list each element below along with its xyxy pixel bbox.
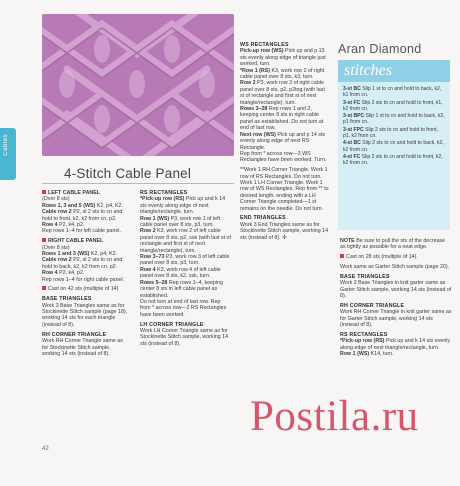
stitch-abbrev: 3-st BPC [343,113,365,120]
row-text: Rep from * across row—3 WS Rectangles have been worked. Turn. [240,150,327,164]
row-text: K3, work row 4 of left cable panel over 8 sts, k2, ssk, turn. [140,266,221,280]
section-text: Work 3 End Triangles same as for Stockinette Stitch sample, working 14 sts (instead of 8). ✣ [240,221,329,241]
side-tab [0,128,16,180]
rh-corner-heading: RH CORNER TRIANGLE [42,331,107,338]
note-text: Be sure to pull the sts of the decrease as tightly as possible for a neat edge. [340,238,446,251]
section-text: Work RH Corner Triangle same as for Stockinette Stitch sample, working 14 sts (instead of 8). [42,338,123,357]
text-column-4 [340,238,452,361]
left-cable-heading: LEFT CABLE PANEL [48,190,100,196]
row-text: Rep rows 1 and 2, keeping center 8 sts in right cable panel as established. Do not turn at end of last row. [240,106,324,132]
row-text: K3, work row 2 of right cable panel over 8 sts, k3, turn. [240,67,325,81]
row-text: P2, k4, p2. [57,222,85,229]
row-text: P2, k4, p2. [57,270,85,277]
row-text: Pick up and k 14 sts evenly along edge of next triangle/rectangle, turn. [340,338,451,351]
stitch-desc: Slip 2 sts to cn and hold to front, k2, k2 from cn. [343,153,443,167]
stitch-item [343,86,446,98]
row-text: K2, p4, K2. [89,251,118,258]
row-text: K3, work row 2 of left cable panel over 8 sts, p2, ssk (with last st of rectangle and first st of next triangle/rectangle), turn. [140,228,231,254]
stitches-box-title: stitches [344,62,392,79]
text-column-2 [140,190,232,351]
row-text: P3, work row 1 of left cable panel over 8 sts, p3, turn. [140,215,221,229]
section-text: Work RH Corner Triangle in knit garter same as for Garter Stitch sample, working 14 sts (instead of 8). [340,309,452,329]
row-label: Rows 3–28 [240,106,268,113]
pink-square-icon [42,286,46,290]
row-label: Row 2 [140,228,156,235]
stitch-item [343,140,446,152]
right-cable-sts: (Over 8 sts) [42,244,70,251]
stitch-desc: Slip 2 sts to cn and hold to front, k1, k2 from cn. [343,99,443,112]
section-text: Work 2 Base Triangles in knit garter same as Garter Stitch sample, working 14 sts (instead of 8). [340,280,452,300]
pink-square-icon [42,238,46,242]
row-text: Rep rows 1–4 for right cable panel. [42,276,125,283]
row-label: Rows 1 and 3 (WS) [42,251,90,258]
row-label: *Pick-up row (RS) [140,196,185,203]
row-label: Rows 5–28 [140,279,168,286]
row-text: P3, work row 3 of left cable panel over 8 sts, p3, turn. [140,254,230,267]
pink-square-icon [42,190,46,194]
stitches-box [338,60,450,230]
row-label: Next row (WS) [240,131,276,138]
row-text: Pick up and p 14 sts evenly along edge of next RS Rectangle. [240,131,326,151]
lh-corner-heading: LH CORNER TRIANGLE [140,321,204,328]
cast-on-text: Cast on 42 sts (multiple of 14) [48,286,119,293]
stitch-desc: Slip 1 st to cn and hold to back, k2, p1 from cn. [343,113,445,126]
stitch-abbrev: 3-st FC [343,99,361,106]
stitch-abbrev: 3-st BC [343,86,361,92]
row-label: Row 4 [42,222,58,229]
row-label: *Pick-up row (RS) [340,338,385,345]
row-label: Cable row 2 [42,209,72,216]
aran-diamond-title: Aran Diamond [338,42,422,56]
text-column-3 [240,42,330,244]
section-text: Work LH Corner Triangle same as for Stockinette Stitch sample, working 14 sts (instead of 8). [140,327,229,347]
section-text: **Work 1 RH Corner Triangle. Work 1 row of RS Rectangles. Do not turn. Work 1 LH Corner Triangle. Work 1 row of WS Rectangles. Rep from ** to desired length, ending with a LH Corner Triangle completed—1 st remains on the needle. Do not turn. [240,167,329,212]
left-cable-sts: (Over 8 sts) [42,196,70,203]
row-text: P3, work row 3 of right cable panel over 8 sts, p2, p2tog (with last st of rectangle and first st of next triangle/rectangle), turn. [240,80,325,106]
row-text: P2, sl 2 sts to cn and hold to front, k2, k2 from cn, p2. [42,209,123,222]
rh-corner-heading: RH CORNER TRIANGLE [340,302,405,309]
section-text: Work 3 Base Triangles same as for Stockinette Stitch sample (page 18), working 14 sts for each triangle (instead of 8). [42,302,128,328]
stitch-item [343,154,446,166]
row-label: Row 2 [240,80,256,87]
row-text: Rep rows 1–4, keeping center 8 sts in left cable panel as established. [140,279,224,299]
base-triangles-heading: BASE TRIANGLES [42,296,92,303]
page-title: 4-Stitch Cable Panel [64,166,192,181]
end-triangles-heading: END TRIANGLES [240,215,286,222]
rs-rectangles-heading: RS RECTANGLES [340,331,388,338]
row-text: K2, p4, K2. [95,202,123,209]
pink-square-icon [340,254,344,258]
row-label: Row 4 [140,266,156,273]
stitch-abbrev: 4-st BC [343,140,361,147]
base-triangles-heading: BASE TRIANGLES [340,273,390,280]
watermark-logo: Postila.ru [250,393,419,440]
stitch-desc: Slip 2 sts to cn and hold to back, k2, k2 from cn. [343,140,444,153]
stitch-abbrev: 4-st FC [343,153,361,160]
row-label: Row 1 (WS) [140,215,170,222]
row-text: Pick up and p 13 sts evenly along edge of triangle just worked, turn. [240,48,326,68]
stitch-item [343,113,446,125]
rs-rectangles-heading: RS RECTANGLES [140,190,188,196]
row-label: Row 1 (WS) [340,351,370,358]
row-text: P2, sl 2 sts to cn and hold to back, k2, k2 from cn, p2. [42,257,123,270]
row-label: Row 4 [42,270,58,277]
row-text: Do not turn at end of last row. Rep from * across row—2 RS Rectangles have been worked. [140,298,227,318]
stitch-desc: Slip 2 sts to cn and hold to front, p1, k2 from cn. [343,126,438,139]
stitch-item [343,100,446,112]
row-text: Pick up and k 14 sts evenly along edge of next triangle/rectangle, turn. [140,196,226,216]
note-label: NOTE [340,238,355,244]
section-text: Work same as Garter Stitch sample (page 20). [340,264,450,270]
stitch-desc: Slip 1 st to cn and hold to back, k2, k1 from cn. [343,86,442,99]
row-text: Rep rows 1–4 for left cable panel. [42,228,121,235]
title-divider [42,183,234,184]
side-tab-label: Cables [3,134,9,156]
stitches-box-header [338,60,450,82]
cast-on-text: Cast on 28 sts (multiple of 14). [346,254,418,261]
text-column-1 [42,190,130,361]
stitch-abbrev: 3-st FPC [343,126,364,133]
row-label: *Row 1 (RS) [240,67,271,74]
stitch-item [343,127,446,139]
knitted-swatch-image [42,14,234,156]
stitch-list [343,86,446,168]
ws-rectangles-heading: WS RECTANGLES [240,42,289,48]
right-cable-heading: RIGHT CABLE PANEL [48,238,104,245]
row-text: K14, turn. [369,351,394,358]
page-number: 42 [42,446,49,452]
row-label: Pick-up row (WS) [240,48,284,55]
row-label: Row 3–73 [140,254,165,261]
row-label: Cable row 2 [42,257,72,264]
row-label: Rows 1, 3 and 5 (WS) [42,202,96,209]
